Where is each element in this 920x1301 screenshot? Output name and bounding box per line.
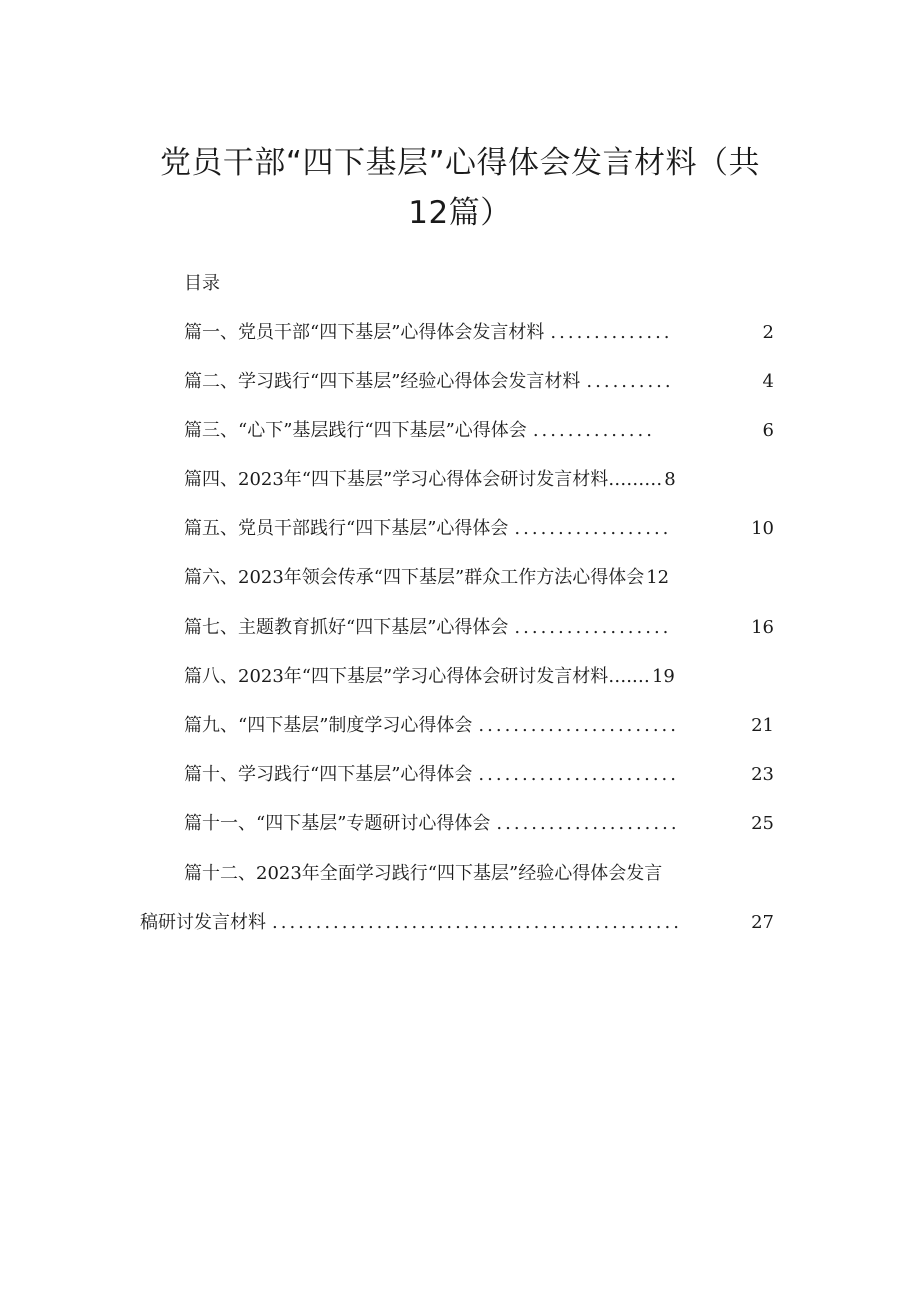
toc-page-number: 12 — [646, 567, 670, 588]
toc-entry-4[interactable] — [184, 467, 784, 493]
toc-entry-title: 篇九、“四下基层”制度学习心得体会 — [184, 715, 473, 736]
toc-entry-9[interactable] — [184, 713, 774, 739]
toc-entry-8[interactable] — [184, 664, 784, 690]
toc-entry-title: 篇一、党员干部“四下基层”心得体会发言材料 — [184, 322, 545, 343]
toc-page-number: 4 — [762, 371, 774, 392]
toc-page-number: 2 — [762, 322, 774, 343]
toc-dot-leader: .................. — [514, 518, 672, 539]
toc-dot-leader: ..................... — [496, 813, 680, 834]
toc-entry-1[interactable] — [184, 320, 774, 346]
toc-entry-title: 篇十一、“四下基层”专题研讨心得体会 — [184, 813, 491, 834]
toc-entry-7[interactable] — [184, 615, 774, 641]
toc-page-number: 6 — [762, 420, 774, 441]
toc-entry-3[interactable] — [184, 418, 774, 444]
toc-page-number: 27 — [751, 912, 774, 933]
toc-entry-title: 篇二、学习践行“四下基层”经验心得体会发言材料 — [184, 371, 581, 392]
toc-entry-11[interactable] — [184, 811, 774, 837]
toc-dot-leader: ....................... — [478, 764, 680, 785]
toc-heading: 目录 — [184, 273, 220, 294]
toc-entry-6[interactable] — [184, 565, 784, 591]
toc-entry-2[interactable] — [184, 369, 774, 395]
toc-entry-5[interactable] — [184, 516, 774, 542]
toc-page-number: 16 — [751, 617, 774, 638]
toc-entry-10[interactable] — [184, 762, 774, 788]
toc-dot-leader: ............................................... — [272, 912, 682, 933]
toc-page-number: 19 — [651, 666, 675, 687]
toc-entry-title: 篇八、2023年“四下基层”学习心得体会研讨发言材料….… — [184, 666, 650, 687]
toc-entry-title: 篇六、2023年领会传承“四下基层”群众工作方法心得体会 — [184, 567, 645, 588]
toc-entry-title: 篇五、党员干部践行“四下基层”心得体会 — [184, 518, 509, 539]
toc-page-number: 25 — [751, 813, 774, 834]
toc-page-number: 8 — [664, 469, 676, 490]
toc-dot-leader: .......... — [586, 371, 674, 392]
toc-entry-title: 篇四、2023年“四下基层”学习心得体会研讨发言材料……… — [184, 469, 663, 490]
toc-entry-title-line-2: 稿研讨发言材料 — [140, 912, 266, 933]
toc-dot-leader: ....................... — [478, 715, 680, 736]
toc-entry-title-line-1: 篇十二、2023年全面学习践行“四下基层”经验心得体会发言 — [184, 863, 663, 884]
toc-page-number: 10 — [751, 518, 774, 539]
toc-dot-leader: .............. — [532, 420, 655, 441]
toc-dot-leader: .............. — [550, 322, 673, 343]
toc-dot-leader: .................. — [514, 617, 672, 638]
toc-page-number: 23 — [751, 764, 774, 785]
toc-entry-title: 篇七、主题教育抓好“四下基层”心得体会 — [184, 617, 509, 638]
document-title — [110, 138, 810, 238]
toc-entry-title: 篇三、“心下”基层践行“四下基层”心得体会 — [184, 420, 527, 441]
document-title-line-1: 党员干部“四下基层”心得体会发言材料（共 — [159, 145, 761, 181]
toc-page-number: 21 — [751, 715, 774, 736]
toc-entry-title-line-2-row — [140, 910, 774, 936]
document-title-line-2: 12篇） — [408, 195, 512, 231]
toc-entry-title: 篇十、学习践行“四下基层”心得体会 — [184, 764, 473, 785]
